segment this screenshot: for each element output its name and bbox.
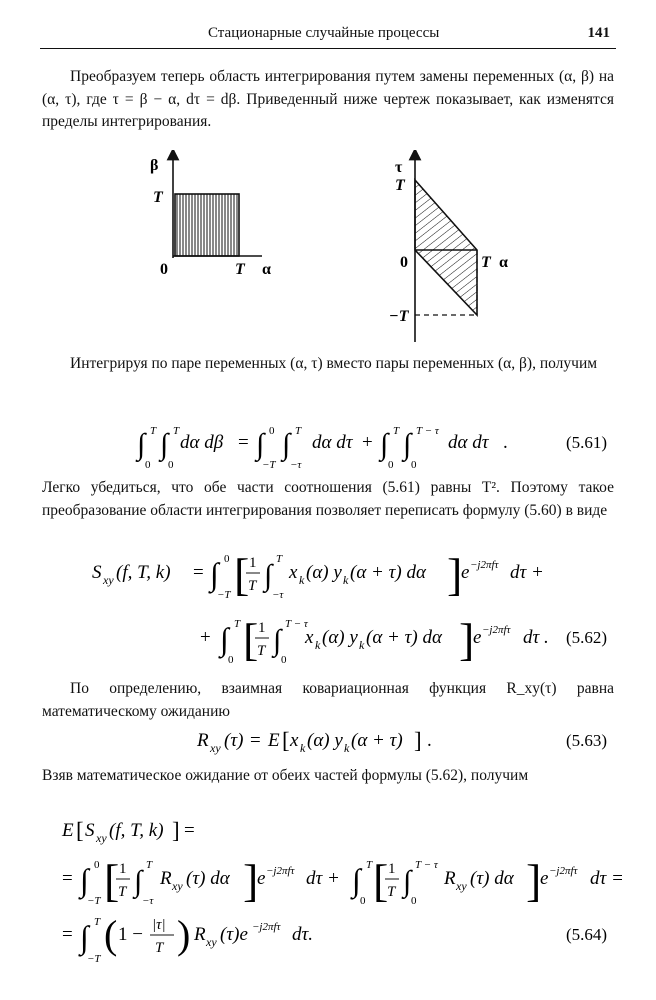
svg-text:dτ =: dτ =	[590, 868, 624, 889]
svg-text:(f, T, k): (f, T, k)	[109, 820, 164, 841]
svg-text:(α + τ): (α + τ)	[351, 730, 403, 751]
paragraph-integrating: Интегрируя по паре переменных (α, τ) вместо пары переменных (α, β), получим	[70, 355, 598, 372]
svg-text:e: e	[540, 868, 549, 889]
svg-text:E: E	[268, 730, 280, 751]
alpha-label-left: α	[262, 261, 271, 278]
svg-text:−T: −T	[87, 895, 101, 907]
svg-text:.: .	[427, 730, 432, 751]
svg-text:=: =	[62, 868, 73, 889]
svg-text:(: (	[104, 912, 118, 957]
svg-text:T: T	[276, 553, 283, 565]
svg-text:R: R	[194, 924, 206, 945]
svg-text:∫: ∫	[380, 428, 389, 461]
eq-number-5-62: (5.62)	[566, 628, 608, 647]
svg-text:]: ]	[447, 549, 463, 600]
svg-text:−j2πfτ: −j2πfτ	[470, 559, 499, 571]
svg-text:0: 0	[388, 459, 394, 471]
equation-5-64-line3	[0, 908, 656, 972]
svg-text:]: ]	[526, 855, 542, 906]
svg-text:∫: ∫	[403, 865, 412, 898]
svg-text:x: x	[305, 627, 314, 648]
svg-text:dτ +: dτ +	[306, 868, 340, 889]
svg-text:dα dτ: dα dτ	[312, 432, 353, 453]
svg-text:T: T	[155, 940, 164, 956]
svg-text:dτ.: dτ.	[292, 924, 314, 945]
t-label-left-y: T	[153, 189, 163, 206]
alpha-label-right: α	[499, 254, 508, 271]
svg-text:1: 1	[388, 861, 396, 877]
svg-text:−j2πfτ: −j2πfτ	[252, 921, 281, 933]
svg-text:∫: ∫	[273, 624, 282, 657]
equation-5-64-line1	[0, 808, 656, 848]
svg-text:0: 0	[281, 654, 287, 666]
svg-text:+: +	[362, 432, 373, 453]
svg-text:e: e	[257, 868, 266, 889]
svg-text:]: ]	[459, 614, 475, 665]
svg-text:(f, T, k): (f, T, k)	[116, 562, 171, 583]
svg-text:∫: ∫	[137, 428, 146, 461]
figure-alpha-tau-domain	[385, 150, 535, 350]
svg-text:[: [	[104, 855, 120, 906]
svg-text:−τ: −τ	[290, 459, 302, 471]
svg-text:S: S	[85, 820, 95, 841]
tau-label: τ	[395, 159, 403, 176]
svg-text:T − τ: T − τ	[285, 618, 308, 630]
svg-text:0: 0	[168, 459, 174, 471]
svg-text:0: 0	[145, 459, 151, 471]
svg-text:∫: ∫	[403, 428, 412, 461]
svg-text:[: [	[282, 728, 290, 753]
square-domain	[175, 194, 239, 256]
svg-text:|τ|: |τ|	[152, 917, 166, 933]
svg-text:T − τ: T − τ	[416, 425, 439, 437]
svg-text:∫: ∫	[352, 862, 361, 898]
svg-text:(α) y: (α) y	[306, 562, 342, 583]
equation-5-64-line2	[0, 846, 656, 916]
svg-text:T: T	[393, 425, 400, 437]
svg-text:T: T	[257, 643, 266, 659]
paragraph-variable-change: Преобразуем теперь область интегрирования путем замены переменных (α, β) на (α, τ), где τ = β − α, dτ = dβ. Приведенный ниже чертеж показывает, как изменятся пределы интегрирования.	[42, 68, 614, 130]
svg-text:∫: ∫	[80, 919, 89, 955]
svg-text:xy: xy	[456, 879, 467, 893]
svg-text:1: 1	[119, 861, 127, 877]
svg-text:∫: ∫	[210, 556, 219, 592]
svg-text:∫: ∫	[134, 865, 143, 898]
svg-text:0: 0	[411, 459, 417, 471]
origin-label-right: 0	[400, 254, 408, 271]
t-label-right-x: T	[481, 254, 491, 271]
svg-text:−T: −T	[87, 953, 101, 965]
svg-text:k: k	[299, 573, 305, 587]
svg-text:(τ)e: (τ)e	[220, 924, 248, 945]
svg-text:(α + τ) dα: (α + τ) dα	[366, 627, 442, 648]
neg-t-label: −T	[389, 308, 409, 325]
svg-text:dα dβ: dα dβ	[180, 432, 224, 453]
svg-text:=: =	[238, 432, 249, 453]
svg-text:R: R	[197, 730, 209, 751]
svg-text:dτ +: dτ +	[510, 562, 544, 583]
paragraph-expectation: Взяв математическое ожидание от обеих частей формулы (5.62), получим	[42, 767, 529, 784]
svg-text:E: E	[62, 820, 74, 841]
svg-text:∫: ∫	[282, 428, 291, 461]
svg-text:0: 0	[269, 425, 275, 437]
svg-text:]: ]	[172, 818, 180, 843]
svg-text:(τ): (τ)	[224, 730, 244, 751]
parallelogram-domain	[415, 180, 477, 315]
eq-number-5-63: (5.63)	[566, 731, 608, 750]
svg-text:xy: xy	[103, 573, 114, 587]
svg-text:−T: −T	[217, 589, 231, 601]
svg-text:dα dτ: dα dτ	[448, 432, 489, 453]
svg-text:−j2πfτ: −j2πfτ	[549, 865, 578, 877]
running-header	[40, 22, 616, 49]
svg-text:[: [	[373, 855, 389, 906]
svg-text:k: k	[315, 638, 321, 652]
paragraph-definition: По определению, взаимная ковариационная функция R_xy(τ) равна математическому ожиданию	[42, 680, 614, 720]
svg-text:[: [	[76, 818, 84, 843]
svg-text:1: 1	[249, 555, 257, 571]
svg-text:T: T	[387, 884, 396, 900]
svg-text:0: 0	[411, 895, 417, 907]
svg-text:∫: ∫	[220, 621, 229, 657]
svg-text:S: S	[92, 562, 102, 583]
svg-text:T: T	[234, 618, 241, 630]
svg-text:T: T	[94, 916, 101, 928]
svg-text:0: 0	[224, 553, 230, 565]
svg-text:[: [	[243, 614, 259, 665]
svg-text:∫: ∫	[160, 428, 169, 461]
svg-text:e: e	[473, 627, 482, 648]
svg-text:T: T	[146, 859, 153, 871]
svg-text:.: .	[503, 432, 508, 453]
svg-text:dτ .: dτ .	[523, 627, 549, 648]
running-title: Стационарные случайные процессы	[208, 25, 440, 41]
equation-5-62-line2	[0, 605, 656, 675]
svg-text:x: x	[289, 562, 298, 583]
svg-text:−T: −T	[262, 459, 276, 471]
equation-5-62-line1	[0, 540, 656, 610]
svg-text:T: T	[366, 859, 373, 871]
svg-text:]: ]	[243, 855, 259, 906]
svg-text:T: T	[248, 578, 257, 594]
svg-text:xy: xy	[172, 879, 183, 893]
svg-text:=: =	[184, 820, 195, 841]
page-number: 141	[587, 25, 610, 41]
svg-text:−j2πfτ: −j2πfτ	[482, 624, 511, 636]
svg-text:1: 1	[258, 620, 266, 636]
svg-text:]: ]	[414, 728, 422, 753]
svg-text:R: R	[160, 868, 172, 889]
svg-text:xy: xy	[210, 741, 221, 755]
svg-text:k: k	[343, 573, 349, 587]
t-label-left-x: T	[235, 261, 245, 278]
svg-text:=: =	[193, 562, 204, 583]
svg-text:−j2πfτ: −j2πfτ	[266, 865, 295, 877]
svg-text:0: 0	[360, 895, 366, 907]
svg-text:T − τ: T − τ	[415, 859, 438, 871]
svg-text:(τ) dα: (τ) dα	[470, 868, 514, 889]
svg-text:∫: ∫	[80, 862, 89, 898]
svg-text:+: +	[200, 627, 211, 648]
svg-text:−τ: −τ	[142, 895, 154, 907]
svg-text:0: 0	[94, 859, 100, 871]
paragraph-verification: Легко убедиться, что обе части соотношения (5.61) равны T². Поэтому такое преобразование области интегрирования позволяет переписать формулу (5.60) в виде	[42, 479, 614, 519]
svg-text:R: R	[444, 868, 456, 889]
svg-text:k: k	[359, 638, 365, 652]
figure-alpha-beta-domain	[140, 150, 290, 280]
svg-text:xy: xy	[96, 831, 107, 845]
svg-text:e: e	[461, 562, 470, 583]
svg-text:): )	[177, 912, 191, 957]
svg-text:T: T	[173, 425, 180, 437]
svg-text:=: =	[62, 924, 73, 945]
svg-text:xy: xy	[206, 935, 217, 949]
svg-text:(α + τ) dα: (α + τ) dα	[350, 562, 426, 583]
svg-text:1 −: 1 −	[118, 924, 143, 945]
svg-text:(τ) dα: (τ) dα	[186, 868, 230, 889]
origin-label-left: 0	[160, 261, 168, 278]
svg-text:(α) y: (α) y	[322, 627, 358, 648]
svg-text:x: x	[290, 730, 299, 751]
equation-5-63	[0, 722, 656, 758]
equation-5-61	[0, 418, 656, 472]
svg-text:(α) y: (α) y	[307, 730, 343, 751]
svg-text:[: [	[234, 549, 250, 600]
svg-text:−τ: −τ	[272, 589, 284, 601]
svg-text:k: k	[300, 741, 306, 755]
svg-text:=: =	[250, 730, 261, 751]
svg-text:T: T	[150, 425, 157, 437]
t-label-right-y: T	[395, 177, 405, 194]
eq-number-5-61: (5.61)	[566, 433, 608, 452]
svg-text:0: 0	[228, 654, 234, 666]
svg-text:T: T	[295, 425, 302, 437]
svg-text:∫: ∫	[256, 428, 265, 461]
beta-label: β	[150, 157, 159, 174]
svg-text:T: T	[118, 884, 127, 900]
svg-text:k: k	[344, 741, 350, 755]
eq-number-5-64: (5.64)	[566, 925, 608, 944]
svg-text:∫: ∫	[264, 559, 273, 592]
